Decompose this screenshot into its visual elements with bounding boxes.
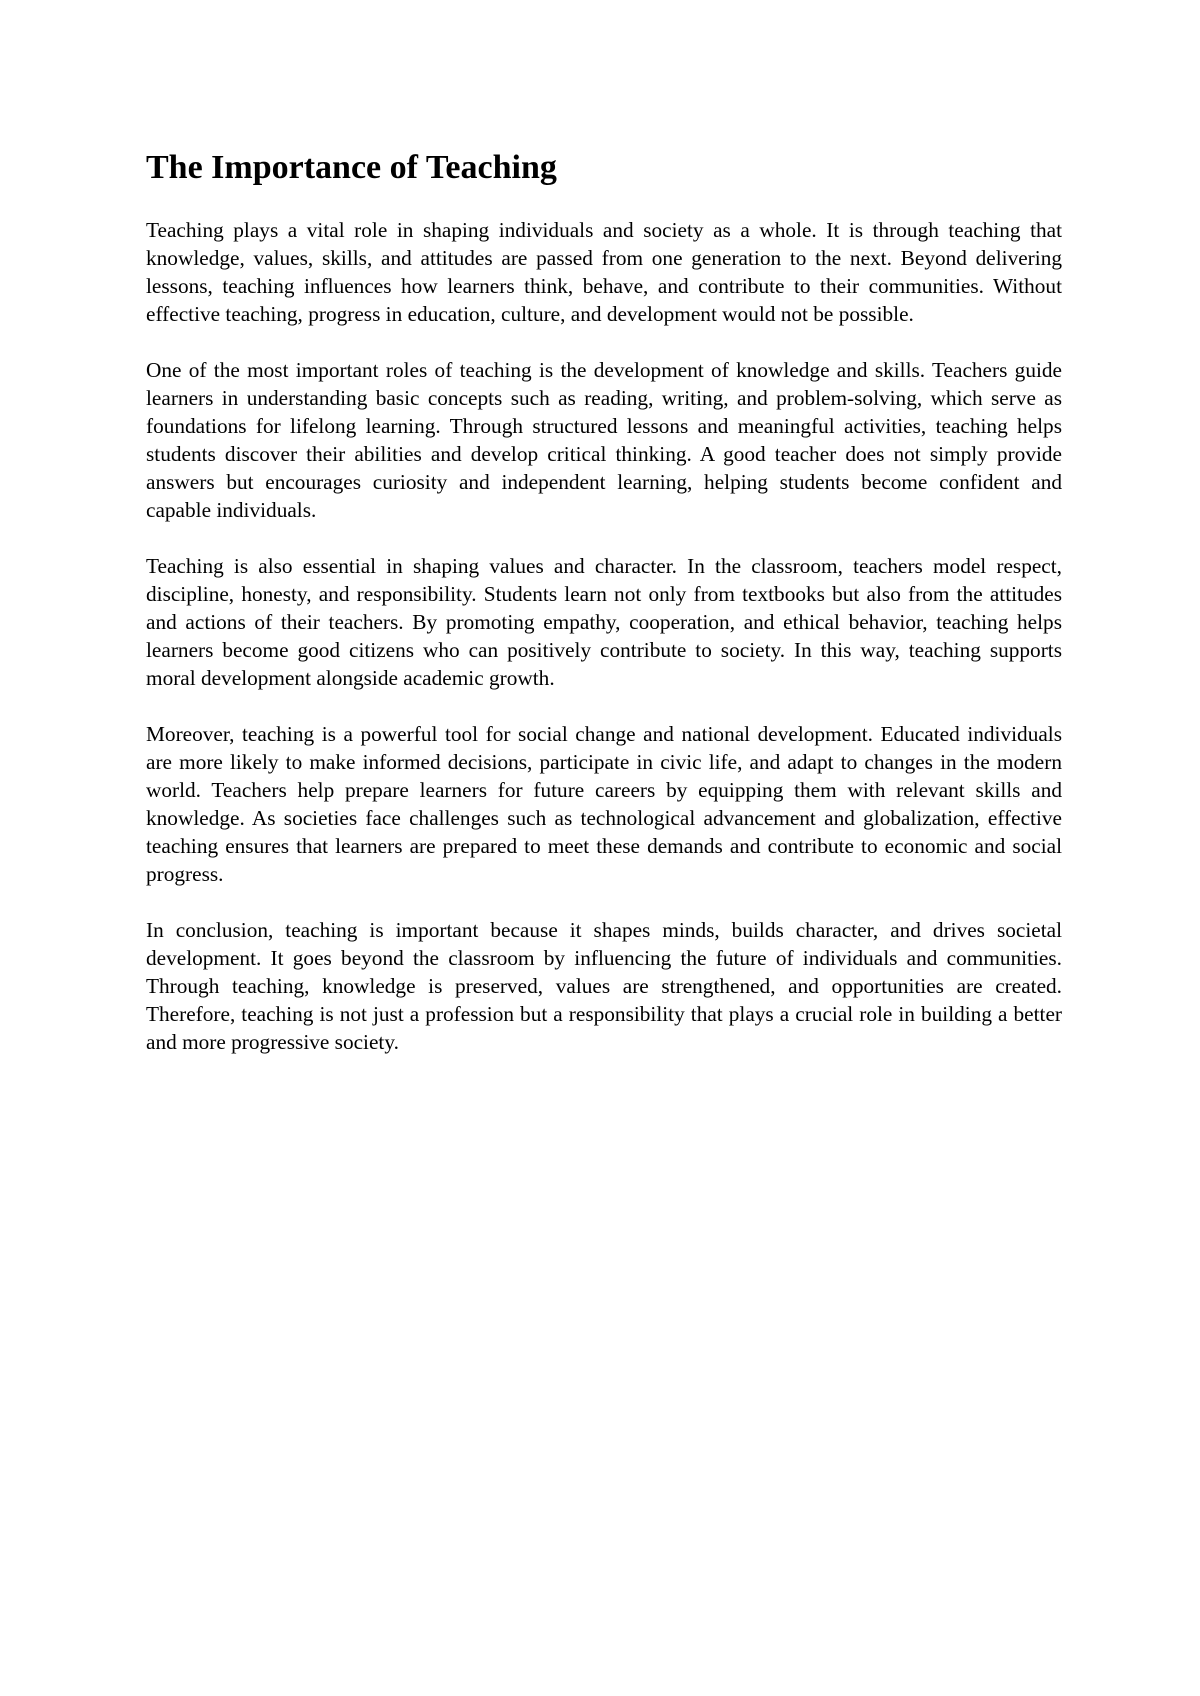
paragraph-conclusion: In conclusion, teaching is important because it shapes minds, builds character, and drives societal development. It goes beyond the classroom by influencing the future of individuals and communities. Through teaching, knowledge is preserved, values are strengthened, and opportunities are created. Therefore, teaching is not just a profession but a responsibility that plays a crucial role in building a better and more progressive society. [146,918,1062,1054]
document-body [146,146,1062,1084]
paragraph-introduction: Teaching plays a vital role in shaping individuals and society as a whole. It is through teaching that knowledge, values, skills, and attitudes are passed from one generation to the next. Beyond delivering lessons, teaching influences how learners think, behave, and contribute to their communities. Without effective teaching, progress in education, culture, and development would not be possible. [146,218,1062,326]
document-title: The Importance of Teaching [146,149,557,186]
paragraph-knowledge-skills: One of the most important roles of teaching is the development of knowledge and skills. Teachers guide learners in understanding basic concepts such as reading, writing, and problem-solving, which serve as foundations for lifelong learning. Through structured lessons and meaningful activities, teaching helps students discover their abilities and develop critical thinking. A good teacher does not simply provide answers but encourages curiosity and independent learning, helping students become confident and capable individuals. [146,358,1062,522]
paragraph-values-character: Teaching is also essential in shaping values and character. In the classroom, teachers model respect, discipline, honesty, and responsibility. Students learn not only from textbooks but also from the attitudes and actions of their teachers. By promoting empathy, cooperation, and ethical behavior, teaching helps learners become good citizens who can positively contribute to society. In this way, teaching supports moral development alongside academic growth. [146,554,1062,690]
paragraph-social-change: Moreover, teaching is a powerful tool for social change and national development. Educated individuals are more likely to make informed decisions, participate in civic life, and adapt to changes in the modern world. Teachers help prepare learners for future careers by equipping them with relevant skills and knowledge. As societies face challenges such as technological advancement and globalization, effective teaching ensures that learners are prepared to meet these demands and contribute to economic and social progress. [146,722,1062,886]
